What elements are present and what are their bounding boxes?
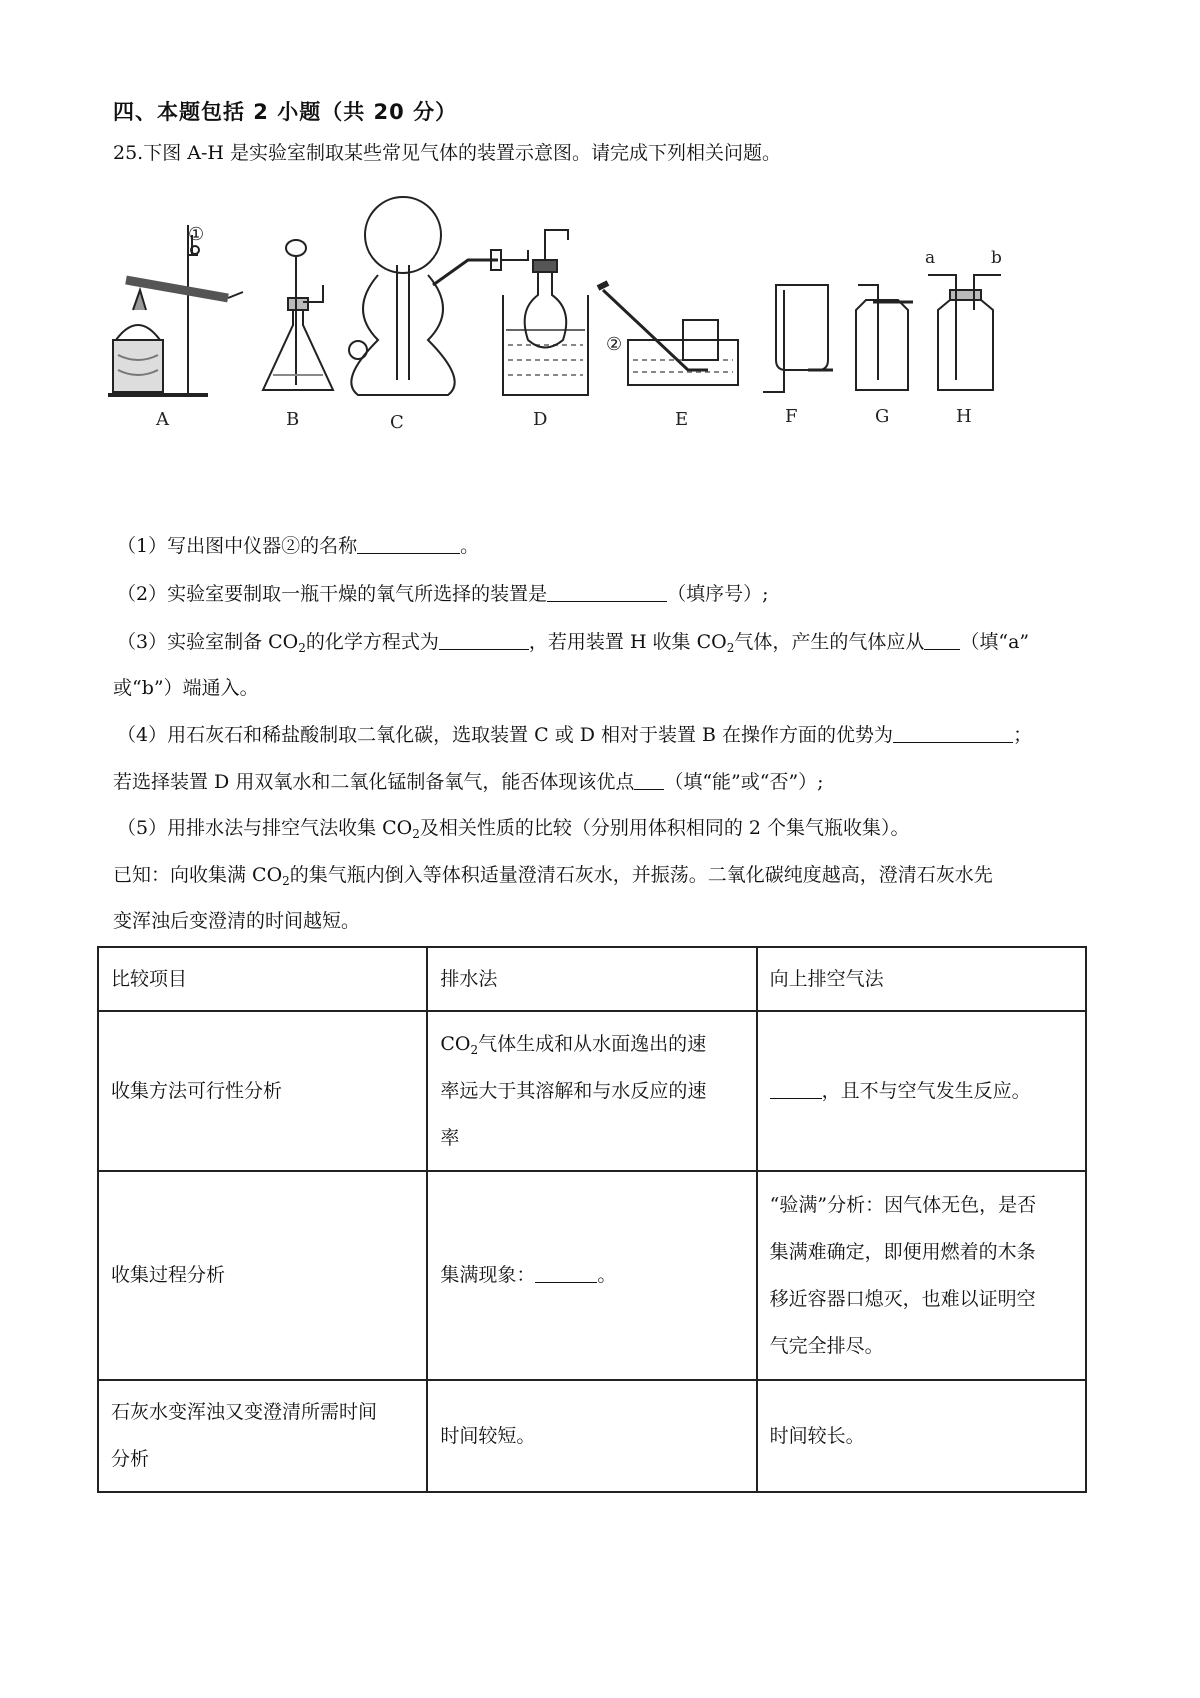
table-row — [98, 1011, 1086, 1171]
label-a: A — [156, 409, 169, 430]
label-g: G — [875, 406, 890, 427]
question-4: （4）用石灰石和稀盐酸制取二氧化碳，选取装置 C 或 D 相对于装置 B 在操作方面的优势为 ； — [117, 720, 1032, 749]
question-5: （5）用排水法与排空气法收集 $CO_2$及相关性质的比较（分别用体积相同的 2 个集气瓶收集）。 — [117, 817, 910, 841]
row1-air: ，且不与空气发生反应。 — [757, 1011, 1086, 1171]
marker-1: ① — [188, 224, 205, 245]
answer-blank-5b[interactable] — [535, 1260, 597, 1283]
table-row — [98, 1171, 1086, 1380]
header-item: 比较项目 — [98, 947, 427, 1011]
row3-air: 时间较长。 — [757, 1380, 1086, 1492]
apparatus-h — [928, 275, 1001, 390]
answer-blank-4b[interactable] — [634, 767, 664, 790]
apparatus-diagram — [108, 180, 1108, 480]
apparatus-a — [108, 225, 243, 395]
question-4-line2: 若选择装置 D 用双氧水和二氧化锰制备氧气，能否体现该优点 （填“能”或“否”）; — [113, 767, 824, 796]
answer-blank-5a[interactable] — [770, 1076, 822, 1099]
question-1: （1）写出图中仪器②的名称 。 — [117, 531, 479, 560]
port-b-label: b — [991, 248, 1002, 268]
answer-blank-3a[interactable] — [439, 627, 529, 650]
header-water: 排水法 — [427, 947, 756, 1011]
row2-water: 集满现象： 。 — [427, 1171, 756, 1380]
label-e: E — [675, 409, 689, 430]
question-2: （2）实验室要制取一瓶干燥的氧气所选择的装置是 （填序号）; — [117, 579, 769, 608]
table-header-row — [98, 947, 1086, 1011]
label-h: H — [956, 406, 972, 427]
label-d: D — [533, 409, 548, 430]
table-row — [98, 1380, 1086, 1492]
comparison-table — [97, 946, 1087, 1493]
apparatus-g — [856, 285, 913, 390]
row2-air: “验满”分析：因气体无色，是否 集满难确定，即便用燃着的木条 移近容器口熄灭，也难以证明空 气完全排尽。 — [757, 1171, 1086, 1380]
label-b: B — [286, 409, 300, 430]
apparatus-figure — [108, 180, 1108, 480]
answer-blank-2[interactable] — [547, 579, 667, 602]
question-3: （3）实验室制备 $CO_2$的化学方程式为 ，若用装置 H 收集 $CO_2$气体，产生的气体应从 （填“a” — [117, 627, 1029, 656]
row3-water: 时间较短。 — [427, 1380, 756, 1492]
port-a-label: a — [925, 248, 936, 268]
apparatus-c — [349, 197, 528, 395]
question-intro: 25.下图 A-H 是实验室制取某些常见气体的装置示意图。请完成下列相关问题。 — [113, 142, 782, 164]
marker-2: ② — [606, 334, 623, 355]
row3-item: 石灰水变浑浊又变澄清所需时间 分析 — [98, 1380, 427, 1492]
label-f: F — [785, 406, 798, 427]
row1-item: 收集方法可行性分析 — [98, 1011, 427, 1171]
label-c: C — [390, 412, 404, 433]
question-3-line2: 或“b”）端通入。 — [113, 677, 259, 699]
row2-item: 收集过程分析 — [98, 1171, 427, 1380]
header-air: 向上排空气法 — [757, 947, 1086, 1011]
section-title: 四、本题包括 2 小题（共 20 分） — [113, 100, 458, 124]
answer-blank-3b[interactable] — [924, 627, 960, 650]
answer-blank-1[interactable] — [357, 531, 460, 554]
apparatus-f — [763, 285, 833, 392]
row1-water: $CO_2$气体生成和从水面逸出的速 率远大于其溶解和与水反应的速 率 — [427, 1011, 756, 1171]
apparatus-b — [263, 240, 333, 390]
known-info: 已知：向收集满 $CO_2$的集气瓶内倒入等体积适量澄清石灰水，并振荡。二氧化碳纯度越高，澄清石灰水先 — [113, 864, 993, 888]
known-info-line2: 变浑浊后变澄清的时间越短。 — [113, 910, 361, 932]
answer-blank-4a[interactable] — [893, 720, 1013, 743]
apparatus-d — [503, 230, 588, 395]
